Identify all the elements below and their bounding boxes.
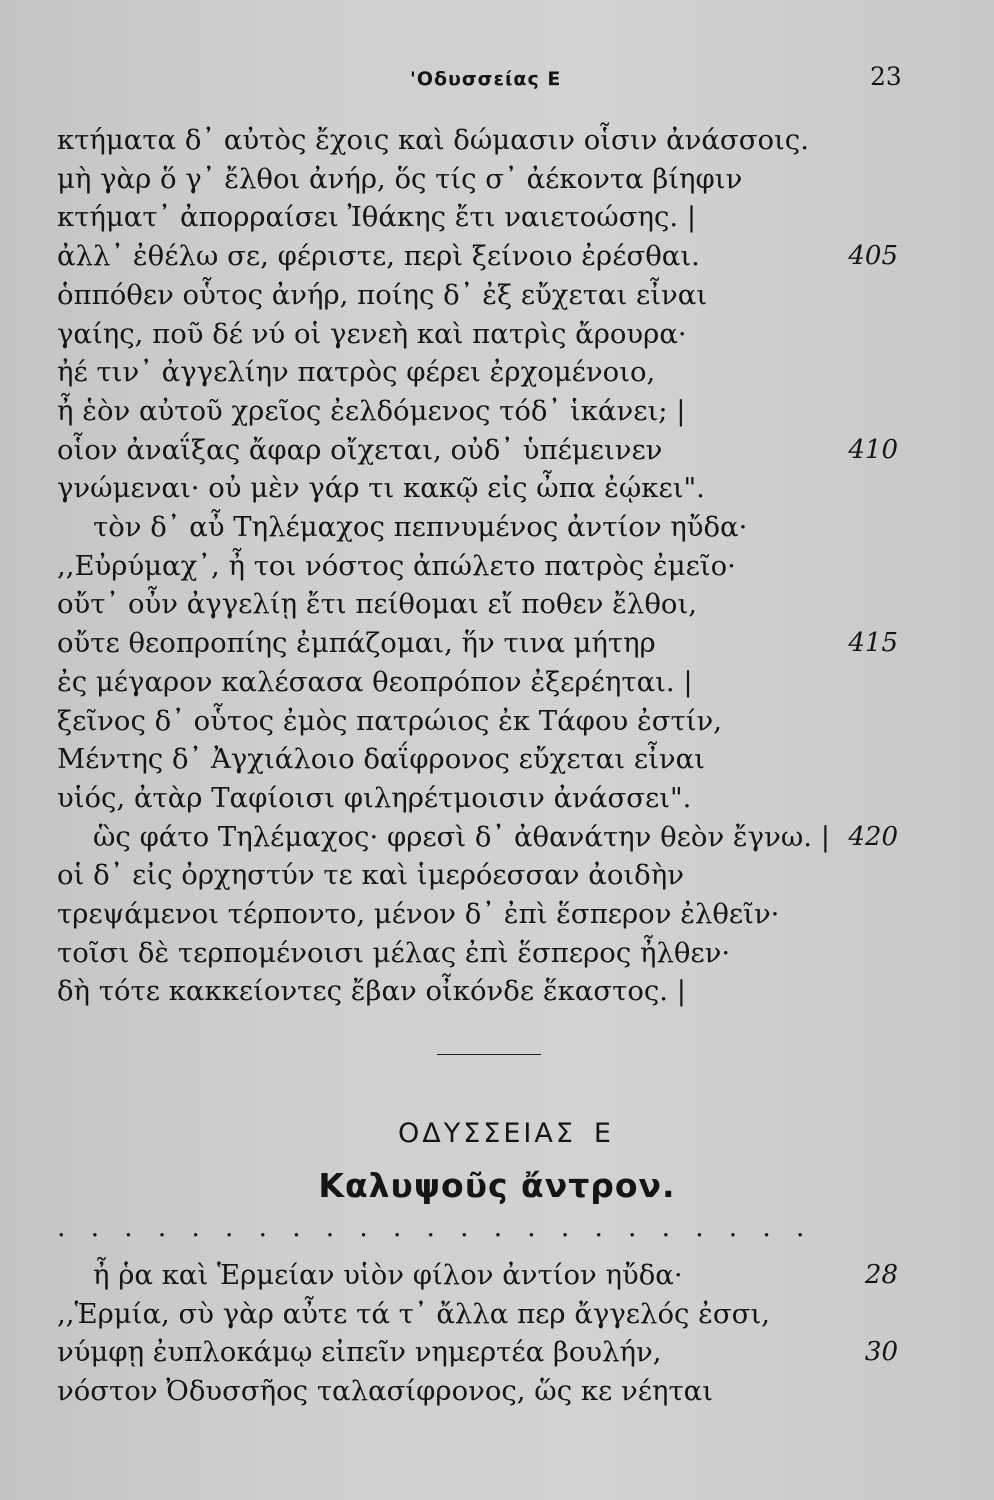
verse-line: ἐς μέγαρον καλέσασα θεοπρόπον ἐξερέηται. |	[57, 665, 693, 698]
verse-line: ἠέ τιν᾽ ἀγγελίην πατρὸς φέρει ἐρχομένοιο,	[57, 356, 656, 389]
verse-line: γαίης, ποῦ δέ νύ οἱ γενεὴ καὶ πατρὶς ἄρουρα·	[57, 317, 687, 350]
verse-line: τρεψάμενοι τέρποντο, μένον δ᾽ ἐπὶ ἕσπερον ἐλθεῖν·	[57, 898, 780, 930]
verse-line: κτήματ᾽ ἀπορραίσει Ἰθάκης ἔτι ναιετοώσης. |	[57, 201, 697, 234]
section-divider	[437, 1054, 541, 1055]
section-subtitle: Καλυψοῦς ἄντρον.	[318, 1166, 676, 1205]
section-title-word: ΟΔΥΣΣΕΙΑΣ	[398, 1118, 576, 1149]
verse-line: νύμφῃ ἐυπλοκάμῳ εἰπεῖν νημερτέα βουλήν,	[57, 1336, 662, 1368]
verse-line: γνώμεναι· οὐ μὲν γάρ τι κακῷ εἰς ὦπα ἐῴκει".	[57, 472, 705, 505]
verse-line: τὸν δ᾽ αὖ Τηλέμαχος πεπνυμένος ἀντίον ηὔδα·	[93, 511, 748, 543]
page-number: 23	[870, 62, 902, 91]
line-number: 415	[848, 628, 898, 659]
verse-line: ξεῖνος δ᾽ οὗτος ἐμὸς πατρώιος ἐκ Τάφου ἐστίν,	[57, 704, 722, 737]
verse-line: ὣς φάτο Τηλέμαχος· φρεσὶ δ᾽ ἀθανάτην θεὸν ἔγνω. |	[93, 820, 830, 853]
verse-line: υἱός, ἀτὰρ Ταφίοισι φιληρέτμοισιν ἀνάσσει".	[57, 781, 692, 814]
verse-line: δὴ τότε κακκείοντες ἔβαν οἶκόνδε ἕκαστος. |	[57, 975, 687, 1008]
verse-line: οἱ δ᾽ εἰς ὀρχηστύν τε καὶ ἱμερόεσσαν ἀοιδὴν	[57, 859, 684, 892]
running-header	[0, 62, 994, 92]
verse-line: ,,Εὐρύμαχ᾽, ἦ τοι νόστος ἀπώλετο πατρὸς ἐμεῖο·	[57, 549, 736, 582]
verse-line: τοῖσι δὲ τερπομένοισι μέλας ἐπὶ ἕσπερος ἦλθεν·	[57, 936, 731, 969]
omitted-lines-marker: .......................	[57, 1212, 830, 1242]
verse-line: οὔτ᾽ οὖν ἀγγελίῃ ἔτι πείθομαι εἴ ποθεν ἔλθοι,	[57, 588, 697, 621]
line-number: 405	[848, 241, 898, 272]
verse-line: μὴ γὰρ ὅ γ᾽ ἔλθοι ἀνήρ, ὅς τίς σ᾽ ἀέκοντα βίηφιν	[57, 162, 743, 195]
line-number: 410	[848, 434, 898, 465]
verse-line: ἦ ἑὸν αὐτοῦ χρεῖος ἐελδόμενος τόδ᾽ ἱκάνει; |	[57, 394, 686, 427]
verse-line: ἦ ῥα καὶ Ἑρμείαν υἱὸν φίλον ἀντίον ηὔδα·	[93, 1259, 683, 1291]
running-title: 'Οδυσσείας Ε	[410, 68, 562, 90]
verse-line: οὔτε θεοπροπίης ἐμπάζομαι, ἥν τινα μήτηρ	[57, 627, 656, 660]
verse-line: νόστον Ὀδυσσῆος ταλασίφρονος, ὥς κε νέηται	[57, 1374, 714, 1407]
verse-line: ἀλλ᾽ ἐθέλω σε, φέριστε, περὶ ξείνοιο ἐρέσθαι.	[57, 240, 700, 273]
line-number: 30	[864, 1337, 898, 1367]
verse-line: ,,Ἑρμία, σὺ γὰρ αὖτε τά τ᾽ ἄλλα περ ἄγγελός ἐσσι,	[57, 1297, 770, 1330]
line-number: 28	[864, 1260, 898, 1290]
section-heading	[0, 1118, 994, 1149]
section-title-letter: Ε	[593, 1118, 614, 1149]
verse-line: Μέντης δ᾽ Ἀγχιάλοιο δαΐφρονος εὔχεται εἶναι	[57, 743, 705, 776]
verse-line: οἷον ἀναΐξας ἄφαρ οἴχεται, οὐδ᾽ ὑπέμεινεν	[57, 433, 663, 466]
verse-line: ὁππόθεν οὗτος ἀνήρ, ποίης δ᾽ ἐξ εὔχεται εἶναι	[57, 278, 708, 311]
verse-line: κτήματα δ᾽ αὐτὸς ἔχοις καὶ δώμασιν οἷσιν ἀνάσσοις.	[57, 124, 809, 156]
line-number: 420	[848, 821, 898, 852]
